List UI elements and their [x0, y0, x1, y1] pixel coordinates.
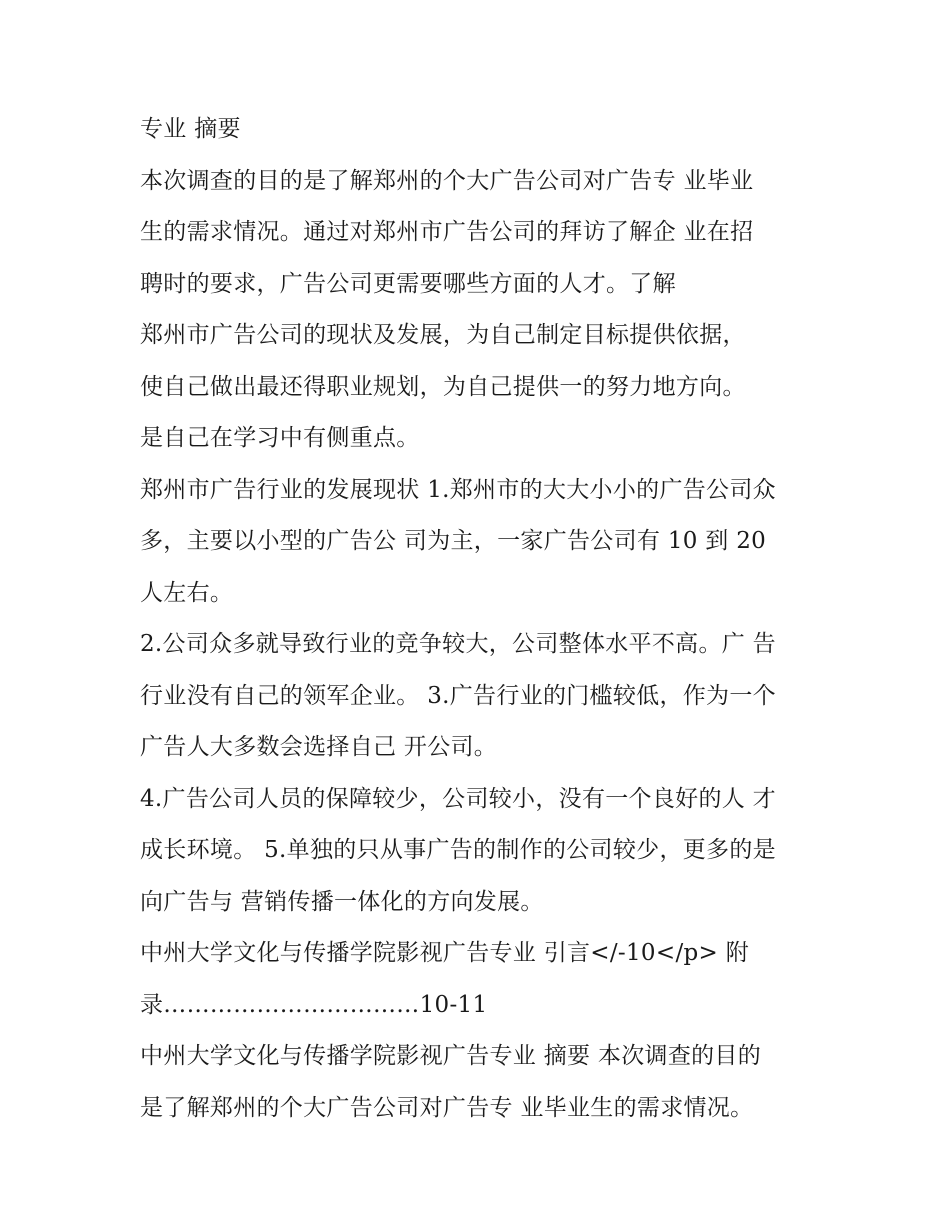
text-line: 本次调查的目的是了解郑州的个大广告公司对广告专 业毕业	[140, 167, 754, 194]
text-line: 2.公司众多就导致行业的竞争较大，公司整体水平不高。广 告	[140, 631, 776, 657]
text-line: 中州大学文化与传播学院影视广告专业 引言</-10</p> 附	[140, 940, 749, 966]
document-body	[140, 104, 820, 1134]
text-line: 广告人大多数会选择自己 开公司。	[140, 734, 498, 760]
text-line: 行业没有自己的领军企业。 3.广告行业的门槛较低，作为一个	[140, 682, 776, 709]
text-line: 专业 摘要	[140, 116, 241, 142]
text-line: 4.广告公司人员的保障较少，公司较小，没有一个良好的人 才	[140, 785, 776, 812]
text-line: 人左右。	[140, 579, 234, 606]
text-line: 郑州市广告公司的现状及发展，为自己制定目标提供依据，	[140, 322, 746, 348]
text-line: 生的需求情况。通过对郑州市广告公司的拜访了解企 业在招	[140, 219, 754, 245]
text-line: 聘时的要求，广告公司更需要哪些方面的人才。了解	[140, 270, 676, 297]
text-line: 录……………………………10-11	[140, 991, 488, 1018]
text-line: 是了解郑州的个大广告公司对广告专 业毕业生的需求情况。	[140, 1094, 754, 1121]
text-line: 中州大学文化与传播学院影视广告专业 摘要 本次调查的目的	[140, 1043, 762, 1069]
text-line: 成长环境。 5.单独的只从事广告的制作的公司较少，更多的是	[140, 837, 776, 863]
text-line: 是自己在学习中有侧重点。	[140, 425, 420, 451]
text-line: 向广告与 营销传播一体化的方向发展。	[140, 888, 544, 915]
text-line: 郑州市广告行业的发展现状 1.郑州市的大大小小的广告公司众	[140, 476, 776, 503]
text-line: 使自己做出最还得职业规划，为自己提供一的努力地方向。	[140, 373, 746, 400]
text-line: 多，主要以小型的广告公 司为主，一家广告公司有 10 到 20	[140, 528, 767, 554]
